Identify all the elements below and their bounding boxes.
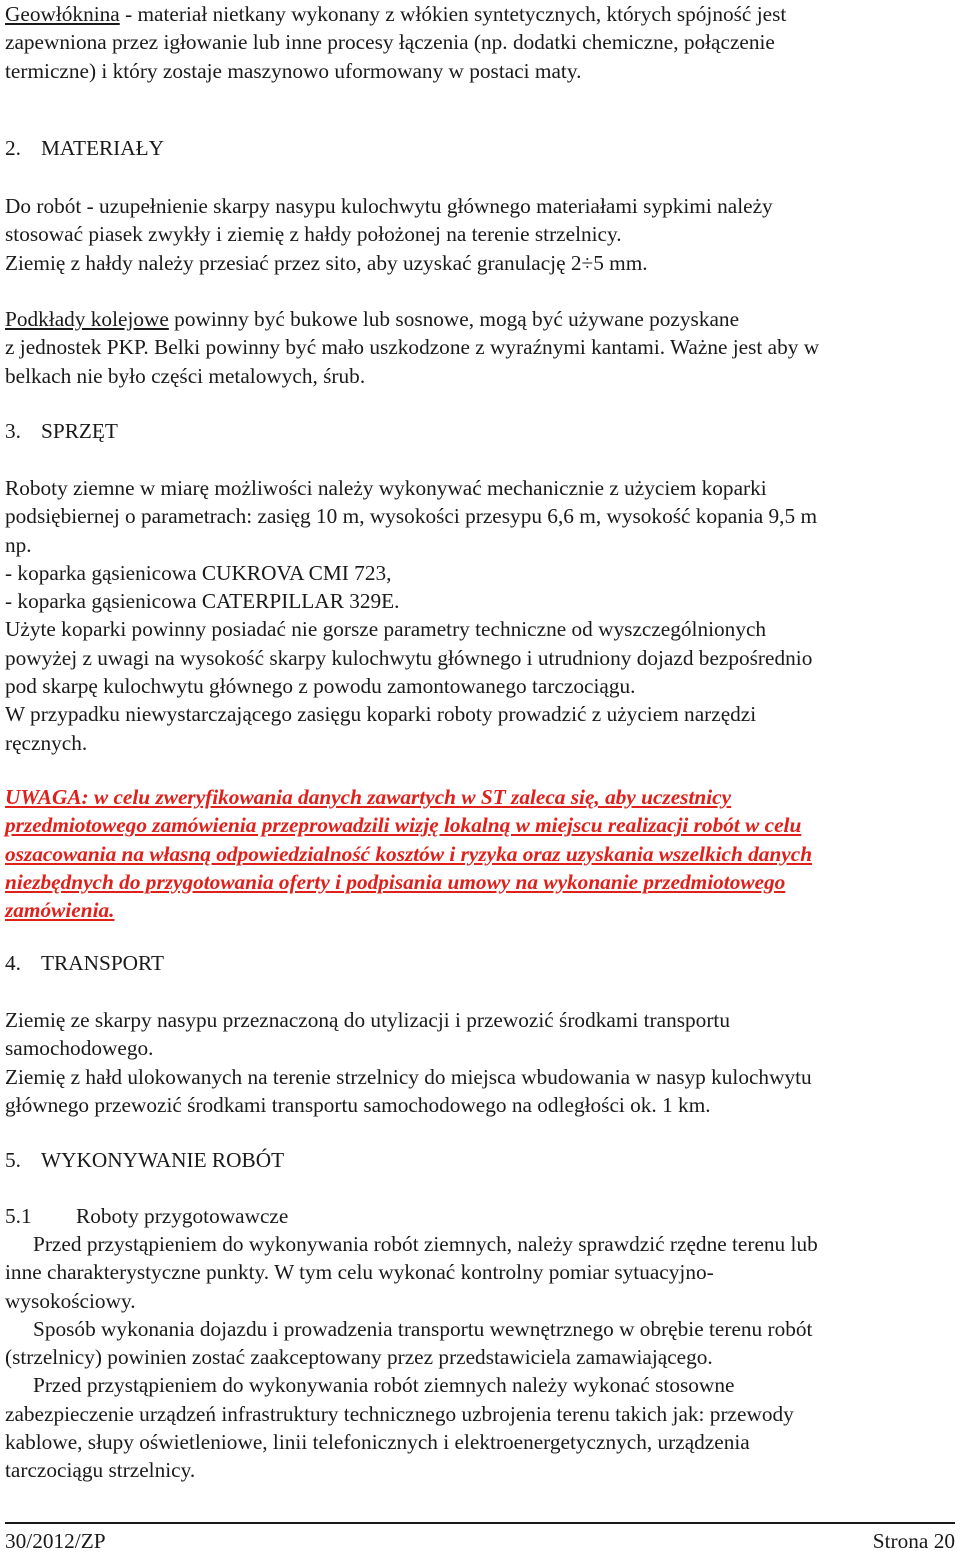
section-number: 2.	[5, 136, 21, 160]
text-line: powyżej z uwagi na wysokość skarpy kulochwytu głównego i utrudniony dojazd bezpośrednio	[5, 645, 813, 670]
page-number: Strona 20	[872, 1529, 955, 1553]
preparatory-works	[5, 1230, 818, 1485]
intro-line: - materiał nietkany wykonany z włókien syntetycznych, których spójność jest	[119, 2, 787, 26]
text-line: Przed przystąpieniem do wykonywania robót ziemnych, należy sprawdzić rzędne terenu lub	[33, 1232, 818, 1256]
subsection-title: Roboty przygotowawcze	[76, 1204, 289, 1228]
text-line: Ziemię z hałd ulokowanych na terenie strzelnicy do miejsca wbudowania w nasyp kulochwytu	[5, 1064, 812, 1089]
page-footer	[5, 1522, 955, 1555]
warning-line: przedmiotowego zamówienia przeprowadzili wizję lokalną w miejscu realizacji robót w celu	[5, 813, 802, 838]
transport-paragraph	[5, 1006, 812, 1119]
text-line: głównego przewozić środkami transportu samochodowego na odległości ok. 1 km.	[5, 1092, 711, 1117]
text-line: belkach nie było części metalowych, śrub.	[5, 363, 366, 388]
section-heading-sprzet	[5, 417, 118, 445]
text-line: inne charakterystyczne punkty. W tym celu wykonać kontrolny pomiar sytuacyjno-	[5, 1260, 714, 1285]
materials-paragraph	[5, 192, 773, 277]
text-line: zabezpieczenie urządzeń infrastruktury technicznego uzbrojenia terenu takich jak: przewody	[5, 1401, 794, 1426]
text-line: tarczociągu strzelnicy.	[5, 1458, 196, 1483]
section-title: WYKONYWANIE ROBÓT	[41, 1148, 285, 1172]
subsection-heading	[5, 1202, 288, 1230]
text-line: - koparka gąsienicowa CATERPILLAR 329E.	[5, 589, 400, 614]
text-line: Ziemię ze skarpy nasypu przeznaczoną do utylizacji i przewozić środkami transportu	[5, 1008, 730, 1032]
intro-line: termiczne) i który zostaje maszynowo uformowany w postaci maty.	[5, 58, 582, 83]
text-line: Przed przystąpieniem do wykonywania robót ziemnych należy wykonać stosowne	[33, 1373, 735, 1398]
text-line: Roboty ziemne w miarę możliwości należy wykonywać mechanicznie z użyciem koparki	[5, 476, 767, 500]
text-line: Użyte koparki powinny posiadać nie gorsze parametry techniczne od wyszczególnionych	[5, 617, 767, 642]
text-line: samochodowego.	[5, 1036, 154, 1061]
text-line: Ziemię z hałdy należy przesiać przez sito, aby uzyskać granulację 2÷5 mm.	[5, 250, 648, 275]
warning-line: UWAGA: w celu zweryfikowania danych zawartych w ST zaleca się, aby uczestnicy	[5, 785, 732, 809]
document-number: 30/2012/ZP	[5, 1529, 106, 1553]
text-line: np.	[5, 532, 32, 557]
section-heading-materialy	[5, 134, 164, 162]
text-line: Sposób wykonania dojazdu i prowadzenia transportu wewnętrznego w obrębie terenu robót	[33, 1316, 813, 1341]
text-line: pod skarpę kulochwytu głównego z powodu zamontowanego tarczociągu.	[5, 674, 636, 699]
section-heading-transport	[5, 949, 164, 977]
section-title: MATERIAŁY	[41, 136, 165, 160]
intro-paragraph	[5, 0, 786, 85]
text-line: Do robót - uzupełnienie skarpy nasypu kulochwytu głównego materiałami sypkimi należy	[5, 194, 773, 218]
text-line: kablowe, słupy oświetleniowe, linii telefonicznych i elektroenergetycznych, urządzenia	[5, 1430, 750, 1455]
subsection-number: 5.1	[5, 1204, 32, 1228]
intro-line: zapewniona przez igłowanie lub inne procesy łączenia (np. dodatki chemiczne, połączenie	[5, 30, 775, 55]
text-line: - koparka gąsienicowa CUKROVA CMI 723,	[5, 560, 392, 585]
warning-notice	[5, 783, 812, 924]
term-geowloknina: Geowłóknina	[5, 2, 120, 26]
warning-line: oszacowania na własną odpowiedzialność kosztów i ryzyka oraz uzyskania wszelkich danych	[5, 841, 813, 866]
warning-line: niezbędnych do przygotowania oferty i podpisania umowy na wykonanie przedmiotowego	[5, 869, 786, 894]
text-line: W przypadku niewystarczającego zasięgu koparki roboty prowadzić z użyciem narzędzi	[5, 702, 757, 727]
text-line: stosować piasek zwykły i ziemię z hałdy położonej na terenie strzelnicy.	[5, 222, 622, 247]
section-number: 3.	[5, 419, 21, 443]
warning-line: zamówienia.	[5, 898, 115, 923]
section-number: 5.	[5, 1148, 21, 1172]
text-line: (strzelnicy) powinien zostać zaakceptowany przez przedstawiciela zamawiającego.	[5, 1345, 713, 1370]
section-title: TRANSPORT	[41, 951, 164, 975]
text-line: ręcznych.	[5, 730, 88, 755]
text-line: powinny być bukowe lub sosnowe, mogą być używane pozyskane	[168, 307, 740, 331]
term-podklady: Podkłady kolejowe	[5, 307, 169, 331]
sleepers-paragraph	[5, 305, 819, 390]
equipment-paragraph	[5, 474, 817, 757]
text-line: z jednostek PKP. Belki powinny być mało uszkodzone z wyraźnymi kantami. Ważne jest aby w	[5, 335, 820, 360]
section-number: 4.	[5, 951, 21, 975]
section-heading-wykonywanie	[5, 1146, 284, 1174]
text-line: wysokościowy.	[5, 1288, 136, 1313]
section-title: SPRZĘT	[41, 419, 118, 443]
text-line: podsiębiernej o parametrach: zasięg 10 m, wysokości przesypu 6,6 m, wysokość kopania 9,5 m	[5, 504, 818, 529]
